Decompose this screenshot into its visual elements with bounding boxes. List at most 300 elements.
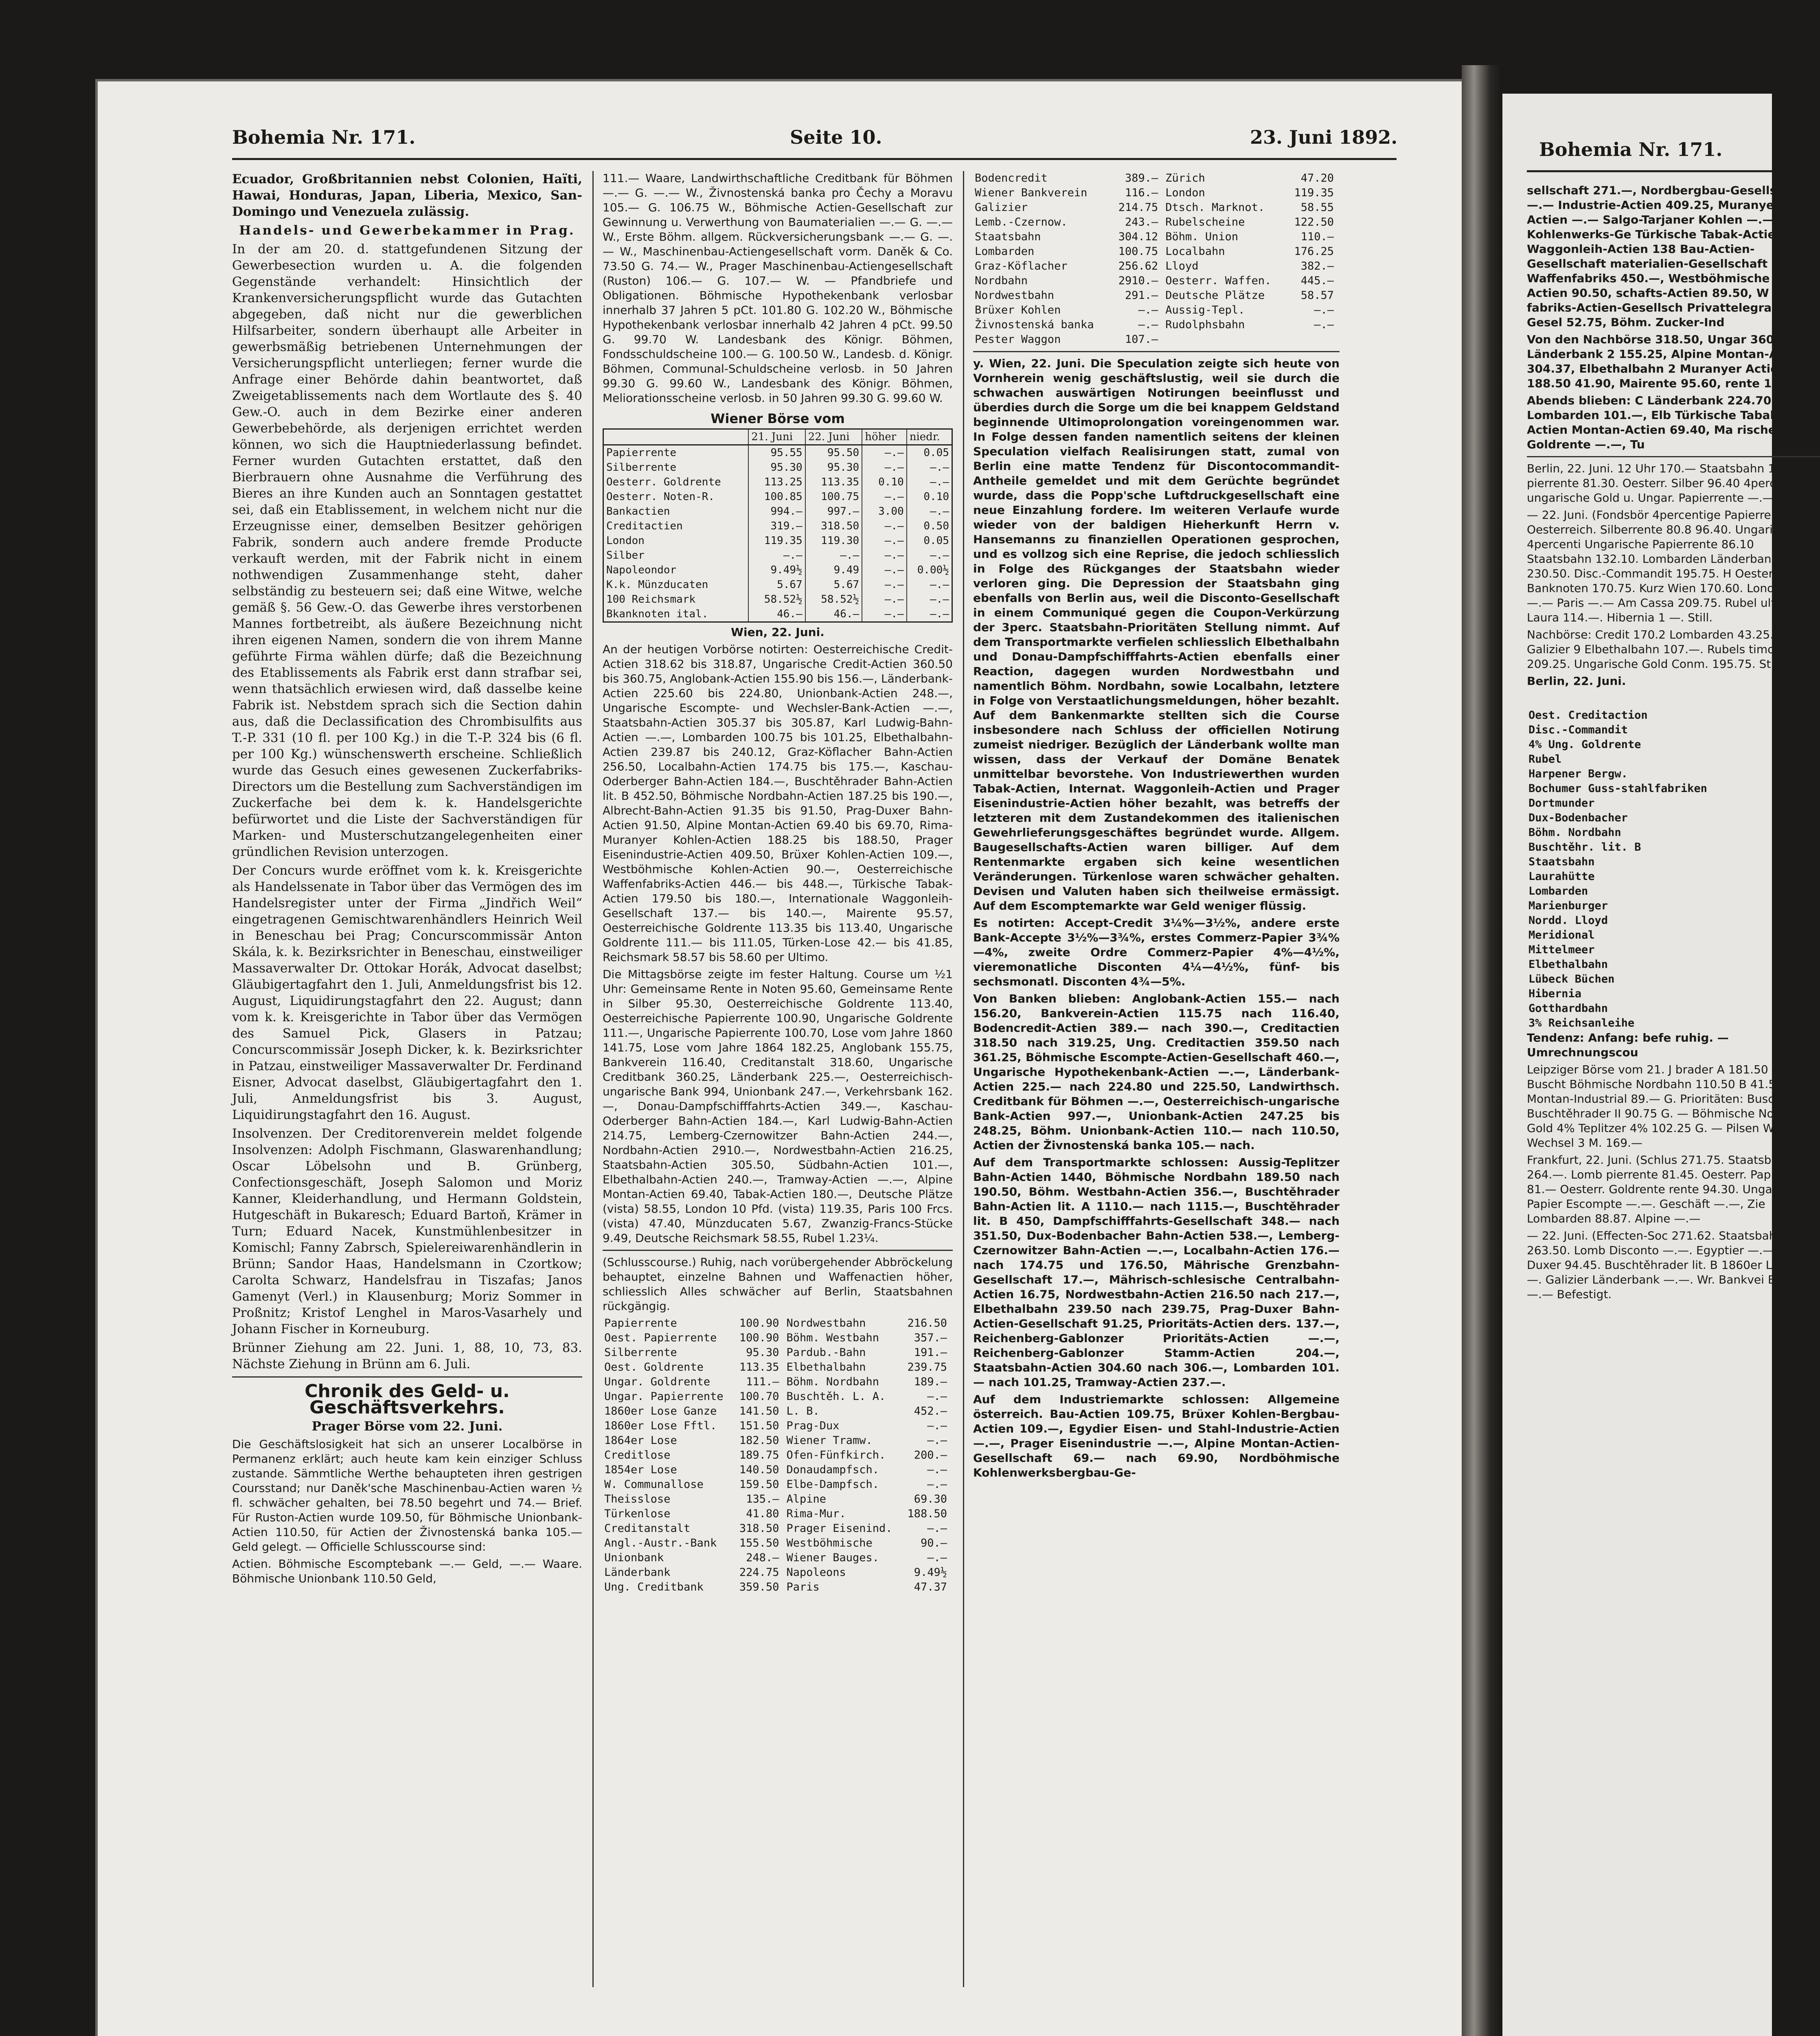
quote-value: 100.90 — [739, 1332, 779, 1344]
quote-value: 389.— — [1125, 172, 1158, 184]
col1-p3: Der Concurs wurde eröffnet vom k. k. Kreisgerichte als Handelssenate in Tabor über das Vermögen des im Handelsregister unter der Firma „Jindřich Weil“ eingetragenen Gemischtwarenhändlers Heinrich Weil in Beneschau bei Prag; Concurscommissär Anton Skála, k. k. Bezirksrichter in Beneschau, einstweiliger Massaverwalter Dr. Ottokar Horák, Advocat daselbst; Gläubigertagfahrt den 1. Juli, Anmeldungsfrist bis 12. August, Liquidirungstagfahrt den 22. August; dann vom k. k. Kreisgerichte in Tabor über das Vermögen des Samuel Pick, Glasers in Patzau; Concurscommissär Joseph Dicker, k. k. Bezirksrichter in Patzau, einstweiliger Massaverwalter Dr. Ferdinand Eisner, Advocat daselbst, Gläubigertagfahrt den 1. Juli, Anmeldungsfrist bis 3. August, Liquidirungstagfahrt den 16. August. — [232, 863, 582, 1122]
bourse-cell: 0.10 — [907, 489, 952, 504]
berlin-row — [1527, 899, 1820, 913]
berlin-name: Böhm. Nordbahn — [1528, 826, 1621, 839]
berlin-value: —.— — [1798, 973, 1818, 985]
berlin-row — [1527, 1001, 1820, 1016]
bourse-col-header: 22. Juni — [805, 429, 862, 445]
bourse-row — [603, 607, 952, 622]
berlin-value: 210.— — [1785, 753, 1818, 766]
bourse-row — [603, 592, 952, 607]
quote-name: Papierrente — [604, 1317, 677, 1330]
quote-row — [603, 1375, 953, 1389]
col1-p7: Actien. Böhmische Escomptebank —.— Geld, —.— Waare. Böhmische Unionbank 110.50 Geld, — [232, 1557, 582, 1585]
quote-value: 47.37 — [914, 1581, 947, 1593]
col3-rule — [973, 351, 1340, 352]
bourse-row — [603, 563, 952, 577]
quote-row — [603, 1551, 953, 1565]
quote-name: Pardub.-Bahn — [786, 1346, 866, 1359]
quote-name: Elbe-Dampfsch. — [786, 1478, 879, 1491]
berlin-name: 4% Ung. Goldrente — [1528, 738, 1641, 751]
quote-name: Unionbank — [604, 1551, 664, 1564]
col3-p3: Von Banken blieben: Anglobank-Actien 155.— nach 156.20, Bankverein-Actien 115.75 nach 116.40, Bodencredit-Actien 389.— nach 390.—, Creditactien 318.50 nach 319.25, Ung. Creditactien 359.50 nach 361.25, Böhmische Escompte-Actien-Gesellschaft 460.—, Ungarische Hypothekenbank-Actien —.—, Länderbank-Actien 225.— nach 224.80 und 225.50, Landwirthsch. Creditbank für Böhmen —.—, Oesterreichisch-ungarische Bank-Actien 997.—, Unionbank-Actien 247.25 bis 248.25, Böhm. Unionbank-Actien 110.— nach 110.50, Actien der Živnostenská banka 105.— nach. — [973, 992, 1340, 1152]
berlin-name: Rubel — [1528, 753, 1562, 766]
berlin-value: —.— — [1798, 943, 1818, 956]
berlin-name: Mittelmeer — [1528, 943, 1595, 956]
berlin-row — [1527, 737, 1820, 752]
bourse-row-label: Creditactien — [603, 519, 749, 533]
berlin-name: Dortmunder — [1528, 797, 1595, 810]
quote-value: 100.70 — [739, 1390, 779, 1403]
quote-value: 318.50 — [739, 1522, 779, 1535]
berlin-value: 193.20 — [1778, 841, 1818, 853]
berlin-name: Lübeck Büchen — [1528, 973, 1615, 985]
quote-value: —.— — [927, 1419, 947, 1432]
col3-p1: y. Wien, 22. Juni. Die Speculation zeigte sich heute von Vornherein wenig geschäftslustig, weil sie durch die schwachen auswärtigen Notirungen beeinflusst und überdies durch die Sorge um die bei knappem Geldstand beginnende Ultimoprolongation voreingenommen war. In Folge dessen fanden namentlich seitens der kleinen Speculation vielfach Realisirungen statt, zumal von Berlin eine matte Tendenz für Discontocommandit-Antheile gemeldet und mit dem Gerüchte begründet wurde, dass die Popp'sche Luftdruckgesellschaft eine neue Einzahlung fordere. Im weiteren Verlaufe wurde wieder von der baldigen Hieherkunft Herrn v. Hansemanns zu finanziellen Operationen gesprochen, und es vollzog sich eine Reprise, die jedoch schliesslich in Folge des Rückganges der Staatsbahn wieder verloren ging. Die Depression der Staatsbahn ging ebenfalls von Berlin aus, weil die Disconto-Gesellschaft in einem Communiqué gegen die Coupon-Verkürzung der 3perc. Staatsbahn-Prioritäten Stellung nimmt. Auf dem Transportmarkte verfielen schliesslich Elbethalbahn und Donau-Dampfschifffahrts-Actien ebenfalls einer Reaction, dagegen wurden Nordwestbahn und namentlich Böhm. Nordbahn, sowie Localbahn, letztere in Folge von Verstaatlichungsmeldungen, höher bezahlt. Auf dem Bankenmarkte stellten sich die Course insbesondere nach Schluss der officiellen Notirung zumeist niedriger. Bezüglich der Länderbank wollte man wissen, dass der Verkauf der Domäne Benatek unmittelbar bevorstehe. Von Industriewerthen wurden Tabak-Actien, Internat. Waggonleih-Actien und Prager Eisenindustrie-Actien höher bezahlt, was betreffs der letzteren mit dem Zustandekommen des italienischen Gewehrlieferungsgeschäftes begründet wurde. Allgem. Baugesellschafts-Actien waren billiger. Auf dem Rentenmarkte ergaben sich keine wesentlichen Veränderungen. Türkenlose waren schwächer gehalten. Devisen und Valuten haben sich theilweise ermässigt. Auf dem Escomptemarkte war Geld weniger flüssig. — [973, 357, 1340, 913]
quote-value: —.— — [927, 1390, 947, 1403]
quote-row — [603, 1492, 953, 1507]
berlin-row — [1527, 913, 1820, 928]
bourse-cell: —.— — [748, 548, 805, 563]
quote-value: 47.20 — [1300, 172, 1334, 184]
quote-row — [603, 1448, 953, 1463]
quote-name: Donaudampfsch. — [786, 1463, 879, 1476]
quote-name: Prag-Dux — [786, 1419, 840, 1432]
bourse-cell: 0.10 — [862, 475, 907, 489]
bourse-cell: —.— — [907, 607, 952, 622]
header-rule — [232, 158, 1397, 160]
berlin-value: —.— — [1798, 738, 1818, 751]
bourse-cell: —.— — [907, 592, 952, 607]
quote-value: 176.25 — [1294, 245, 1334, 258]
berlin-row — [1527, 781, 1820, 796]
wiener-boerse-table — [603, 428, 953, 623]
bourse-row-label: Oesterr. Goldrente — [603, 475, 749, 489]
quote-name: Ung. Creditbank — [604, 1581, 704, 1593]
quote-name: Böhm. Westbahn — [786, 1332, 879, 1344]
quote-name: Brüxer Kohlen — [975, 304, 1061, 316]
bourse-cell: 9.49½ — [748, 563, 805, 577]
quote-value: 188.50 — [907, 1507, 947, 1520]
bourse-cell: 58.52½ — [748, 592, 805, 607]
bourse-cell: 46.— — [805, 607, 862, 622]
berlin-name: Staatsbahn — [1528, 856, 1595, 868]
quote-name: Ungar. Papierrente — [604, 1390, 724, 1403]
quote-value: 452.— — [914, 1405, 947, 1417]
quote-row — [973, 318, 1340, 332]
berlin-name: Marienburger — [1528, 900, 1608, 912]
quote-row — [973, 303, 1340, 318]
col1-p5: Brünner Ziehung am 22. Juni. 1, 88, 10, 73, 83. Nächste Ziehung in Brünn am 6. Juli. — [232, 1341, 582, 1371]
column-3 — [973, 171, 1340, 1987]
berlin-value: —.— — [1798, 987, 1818, 1000]
col4-p2: Von den Nachbörse 318.50, Ungar 360.25, Länderbank 2 155.25, Alpine Montan-A 304.37, Elbethalbahn 2 Muranyer Actien 188.50 41.90, Mairente 95.60, rente 111.—. — [1527, 333, 1808, 390]
quote-value: 189.75 — [739, 1449, 779, 1461]
quote-value: —.— — [1138, 318, 1158, 331]
quote-name: 1864er Lose — [604, 1434, 677, 1447]
col4-p6: Nachbörse: Credit 170.2 Lombarden 43.25. Galizier 9 Elbethalbahn 107.—. Rubels timo 209.25. Ungarische Gold Conm. 195.75. Still. — [1527, 628, 1784, 671]
bourse-cell: —.— — [907, 504, 952, 519]
bourse-row-label: Silber — [603, 548, 749, 563]
bourse-cell: 46.— — [748, 607, 805, 622]
quote-name: Pester Waggon — [975, 333, 1061, 346]
quote-name: Buschtěh. L. A. — [786, 1390, 886, 1403]
facing-page — [1502, 94, 1820, 2036]
bourse-row — [603, 475, 952, 489]
quote-name: Dtsch. Marknot. — [1165, 201, 1265, 214]
bourse-cell: 3.00 — [862, 504, 907, 519]
col1-heading-kammer: Handels- und Gewerbekammer in Prag. — [239, 223, 575, 238]
bourse-row — [603, 548, 952, 563]
berlin-name: Disc.-Commandit — [1528, 724, 1628, 736]
quote-name: Staatsbahn — [975, 230, 1041, 243]
quote-name: Rubelscheine — [1165, 216, 1245, 228]
bourse-cell: 318.50 — [805, 519, 862, 533]
berlin-value: —.— — [1798, 856, 1818, 868]
quote-name: Theisslose — [604, 1493, 671, 1505]
facing-masthead: Bohemia Nr. 171. — [1539, 138, 1723, 160]
bourse-cell: 113.35 — [805, 475, 862, 489]
bourse-cell: —.— — [907, 577, 952, 592]
bourse-row-label: Silberrente — [603, 460, 749, 475]
berlin-value: 133.80 — [1778, 782, 1818, 795]
quote-name: Alpine — [786, 1493, 827, 1505]
quote-value: 107.— — [1125, 333, 1158, 346]
quote-name: Deutsche Plätze — [1165, 289, 1265, 302]
berlin-row — [1527, 767, 1820, 781]
quote-value: 119.35 — [1294, 186, 1334, 199]
quote-value: —.— — [1314, 318, 1334, 331]
quote-row — [603, 1521, 953, 1536]
berlin-name: Lombarden — [1528, 885, 1588, 897]
bourse-row-label: Bkanknoten ital. — [603, 607, 749, 622]
berlin-name: Gotthardbahn — [1528, 1002, 1608, 1015]
quote-value: 159.50 — [739, 1478, 779, 1491]
bourse-cell: 5.67 — [805, 577, 862, 592]
quote-name: Napoleons — [786, 1566, 846, 1579]
quote-row — [603, 1433, 953, 1448]
quote-value: 95.30 — [746, 1346, 779, 1359]
quote-name: L. B. — [786, 1405, 820, 1417]
col1-p2: In der am 20. d. stattgefundenen Sitzung der Gewerbesection wurden u. A. die folgenden Gegenstände verhandelt: Hinsichtlich der Krankenversicherungspflicht wurde das Gutachten abgegeben, daß nicht nur die gewerblichen Hilfsarbeiter, sondern überhaupt alle Arbeiter in gewerbsmäßig betriebenen Unternehmungen der Versicherungspflicht unterliegen; ferner wurde die Anfrage einer Behörde dahin beantwortet, daß Zweigetablissements nach dem Wortlaute des §. 40 Gew.-O. auch in dem Bezirke einer anderen Gewerbebehörde, als derjenigen errichtet werden können, wo sich die Hauptniederlassung befindet. Ferner wurden Gutachten erstattet, daß den Bierbrauern ohne Ausnahme die Verführung des Bieres an ihre Kunden auch an Sonntagen gestattet sei, daß ein Etablissement, in welchem nicht nur die Erzeugnisse einer, demselben Besitzer gehörigen Fabrik, sondern auch andere fremde Producte verkauft werden, mit der Fabrik nicht in einem nothwendigen Zusammenhange steht, daher selbständig zu besteuern sei; daß eine Witwe, welche gemäß §. 56 Gew.-O. das Gewerbe ihres verstorbenen Mannes fortbetreibt, als äußere Bezeichnung nicht ihren eigenen Namen, sondern die von ihrem Manne geführte Firma wählen dürfe; daß die Bezeichnung des Etablissements als Fabrik erst dann strafbar sei, wenn thatsächlich erwiesen wird, daß dasselbe keine Fabrik ist. Nebstdem sprach sich die Section dahin aus, daß die Declassification des Chrombisulfits aus T.-P. 331 (10 fl. per 100 Kg.) in die T.-P. 324 bis (6 fl. per 100 Kg.) wünschenswerth erscheine. Schließlich wurde das Gesuch eines gewesenen Zuckerfabriks-Directors um die Bestellung zum Sachverständigen im Zuckerfache bei dem k. k. Handelsgerichte befürwortet und die Liste der Sachverständigen für Marken- und Musterschutzangelegenheiten einer gründlichen Revision unterzogen. — [232, 242, 582, 859]
col1-p6: Die Geschäftslosigkeit hat sich an unserer Localbörse in Permanenz erklärt; auch heute kam kein einziger Schluss zustande. Sämmtliche Werthe behaupteten ihren gestrigen Coursstand; nur Daněk'sche Maschinenbau-Actien waren ½ fl. schwächer gehalten, bei 78.50 begehrt und 74.— Brief. Für Ruston-Actien wurde 109.50, für Böhmische Unionbank-Actien 110.50, für Actien der Živnostenská banka 105.— Geld gelegt. — Officielle Schlusscourse sind: — [232, 1437, 582, 1553]
quote-name: 1854er Lose — [604, 1463, 677, 1476]
quote-value: 9.49½ — [914, 1566, 947, 1579]
quote-value: 110.— — [1300, 230, 1334, 243]
bourse-col-header — [603, 429, 749, 445]
bourse-cell: 0.05 — [907, 445, 952, 461]
quote-value: 90.— — [920, 1537, 947, 1549]
col4-p4: Berlin, 22. Juni. 12 Uhr 170.— Staatsbahn 132.75. pierrente 81.30. Oesterr. Silber 96.40 4perc. ungarische Gold u. Ungar. Papierrente —.—, — [1527, 462, 1812, 505]
col4-p9: Frankfurt, 22. Juni. (Schlus 271.75. Staatsbahn 264.—. Lomb pierrente 81.45. Oesterr. Papie rente 81.— Oesterr. Goldrente rente 94.30. Ungarische Papier Escompte —.—. Geschäft —.—, Zie Lombarden 88.87. Alpine —.— — [1527, 1153, 1815, 1225]
quote-name: Creditanstalt — [604, 1522, 691, 1535]
quote-value: 304.12 — [1118, 230, 1158, 243]
quote-value: 357.— — [914, 1332, 947, 1344]
berlin-name: Hibernia — [1528, 987, 1582, 1000]
quote-value: 256.62 — [1118, 260, 1158, 272]
quote-name: Nordbahn — [975, 274, 1028, 287]
berlin-row — [1527, 840, 1820, 855]
quote-name: Böhm. Nordbahn — [786, 1376, 879, 1388]
quote-row — [973, 259, 1340, 274]
quote-name: 1860er Lose Fftl. — [604, 1419, 717, 1432]
bourse-cell: 5.67 — [748, 577, 805, 592]
masthead-left: Bohemia Nr. 171. — [232, 126, 416, 148]
quote-value: —.— — [927, 1478, 947, 1491]
berlin-value: 110.40 — [1778, 914, 1818, 927]
bourse-cell: —.— — [862, 533, 907, 548]
quote-row — [973, 288, 1340, 303]
quote-name: Oest. Goldrente — [604, 1361, 704, 1373]
bourse-cell: —.— — [907, 460, 952, 475]
berlin-name: Laurahütte — [1528, 870, 1595, 883]
quote-row — [603, 1536, 953, 1551]
berlin-anfang: Anfang — [1774, 691, 1820, 705]
quote-value: 58.55 — [1300, 201, 1334, 214]
bourse-cell: —.— — [862, 489, 907, 504]
bourse-row-label: London — [603, 533, 749, 548]
quote-row — [973, 230, 1340, 244]
bourse-cell: 100.85 — [748, 489, 805, 504]
quote-name: 1860er Lose Ganze — [604, 1405, 717, 1417]
quote-value: 58.57 — [1300, 289, 1334, 302]
berlin-row — [1527, 884, 1820, 899]
bourse-cell: —.— — [862, 460, 907, 475]
col3-p4: Auf dem Transportmarkte schlossen: Aussig-Teplitzer Bahn-Actien 1440, Böhmische Nordbahn 189.50 nach 190.50, Böhm. Westbahn-Actien 356.—, Buschtěhrader Bahn-Actien lit. A 1110.— nach 1115.—, Buschtěhrader lit. B 450, Dampfschifffahrts-Gesellschaft 348.— nach 351.50, Dux-Bodenbacher Bahn-Actien 538.—, Lemberg-Czernowitzer Bahn-Actien —.—, Localbahn-Actien 176.— nach 174.75 und 176.50, Mährische Grenzbahn-Gesellschaft 17.—, Mährisch-schlesische Centralbahn-Actien 16.75, Nordwestbahn-Actien 216.50 nach 217.—, Elbethalbahn 239.50 nach 239.75, Prag-Duxer Bahn-Actien-Gesellschaft 91.25, Prioritäts-Actien ders. 137.—, Reichenberg-Gablonzer Prioritäts-Actien —.—, Reichenberg-Gablonzer Stamm-Actien 204.—, Staatsbahn-Actien 304.60 nach 306.—, Lombarden 101.— nach 101.25, Tramway-Actien 237.—. — [973, 1156, 1340, 1389]
quote-name: W. Communallose — [604, 1478, 704, 1491]
quote-name: Paris — [786, 1581, 820, 1593]
quote-name: Bodencredit — [975, 172, 1048, 184]
quote-value: 291.— — [1125, 289, 1158, 302]
berlin-row — [1527, 957, 1820, 972]
col4-p5: — 22. Juni. (Fondsbör 4percentige Papierrente —.— Oesterreich. Silberrente 80.8 96.40. Ungarische 4percenti Ungarische Papierrente 86.10 Staatsbahn 132.10. Lombarden Länderbank 230.50. Disc.-Commandit 195.75. H Oesterr. Banknoten 170.75. Kurz Wien 170.60. London lang —.— Paris —.— Am Cassa 209.75. Rubel ult. 209 Laura 114.—. Hibernia 1 —. Still. — [1527, 508, 1820, 624]
quote-row — [973, 200, 1340, 215]
quote-name: Nordwestbahn — [975, 289, 1055, 302]
col2-p3: Die Mittagsbörse zeigte im fester Haltung. Course um ½1 Uhr: Gemeinsame Rente in Noten 95.60, Gemeinsame Rente in Silber 95.30, Oesterreichische Goldrente 113.40, Oesterreichische Papierrente 100.90, Ungarische Goldrente 111.—, Ungarische Papierrente 100.70, Lose vom Jahre 1860 141.75, Lose vom Jahre 1864 182.25, Anglobank 155.75, Bankverein 116.40, Creditanstalt 318.60, Ungarische Creditbank 360.25, Länderbank 225.—, Oesterreichisch-ungarische Bank 994, Unionbank 247.—, Verkehrsbank 162.—, Donau-Dampfschifffahrts-Actien 349.—, Kaschau-Oderberger Bahn-Actien 184.—, Karl Ludwig-Bahn-Actien 214.75, Lemberg-Czernowitzer Bahn-Actien 244.—, Nordbahn-Actien 2910.—, Nordwestbahn-Actien 216.25, Staatsbahn-Actien 305.50, Südbahn-Actien 101.—, Elbethalbahn-Actien 240.—, Tramway-Actien —.—, Alpine Montan-Actien 69.40, Tabak-Actien 180.—, Deutsche Plätze (vista) 58.55, London 10 Pfd. (vista) 119.35, Paris 100 Frcs. (vista) 47.40, Münzducaten 5.67, Zwanzig-Francs-Stücke 9.49, Deutsche Reichsmark 58.55, Rubel 1.23¼. — [603, 968, 953, 1245]
bourse-cell: —.— — [862, 445, 907, 461]
col1-rule — [232, 1376, 582, 1378]
berlin-value: —.— — [1798, 797, 1818, 810]
quote-row — [603, 1580, 953, 1595]
bourse-row-label: K.k. Münzducaten — [603, 577, 749, 592]
quote-name: Oesterr. Waffen. — [1165, 274, 1272, 287]
col1-p4: Insolvenzen. Der Creditorenverein meldet folgende Insolvenzen: Adolph Fischmann, Glaswarenhandlung; Oscar Löbelsohn und B. Grünberg, Confectionsgeschäft, Joseph Salomon und Moriz Kanner, Kleiderhandlung, und Hermann Goldstein, Hutgeschäft in Bukaresch; Eduard Bartoň, Krämer in Turn; Eduard Nacek, Kunstmühlenbesitzer in Komischl; Fanny Zabrsch, Spielereiwarenhändlerin in Brünn; Sandor Haas, Handelsmann in Czortkow; Carolta Schwarz, Handelsfrau in Tiszafas; Janos Gamenyt (Verl.) in Klausenburg; Moriz Sommer in Proßnitz; Kristof Lenghel in Maros-Vasarhely und Johann Fischer in Korneuburg. — [232, 1126, 582, 1336]
quote-value: 214.75 — [1118, 201, 1158, 214]
quote-row — [973, 332, 1340, 347]
bourse-cell: 58.52½ — [805, 592, 862, 607]
quote-value: 182.50 — [739, 1434, 779, 1447]
newspaper-page — [98, 81, 1462, 2036]
berlin-row — [1527, 1016, 1820, 1031]
berlin-name: Meridional — [1528, 929, 1595, 941]
column-2 — [603, 171, 953, 1987]
quote-name: Graz-Köflacher — [975, 260, 1068, 272]
berlin-row — [1527, 943, 1820, 957]
quote-value: 113.35 — [739, 1361, 779, 1373]
quote-name: Ungar. Goldrente — [604, 1376, 710, 1388]
col2-rule — [603, 1250, 953, 1251]
quote-name: Böhm. Union — [1165, 230, 1239, 243]
bourse-row — [603, 445, 952, 461]
col4-rule-1 — [1527, 456, 1820, 457]
berlin-value: 149.10 — [1778, 768, 1818, 780]
quote-name: Wiener Bauges. — [786, 1551, 879, 1564]
col4-p7: Tendenz: Anfang: befe ruhig. — Umrechnungscou — [1527, 1031, 1729, 1059]
col3-p5: Auf dem Industriemarkte schlossen: Allgemeine österreich. Bau-Actien 109.75, Brüxer Kohlen-Bergbau-Actien 109.—, Egydier Eisen- und Stahl-Industrie-Actien —.—, Prager Eisenindustrie —.—, Alpine Montan-Actien-Gesellschaft 69.— nach 69.90, Nordböhmische Kohlenwerksbergbau-Ge- — [973, 1393, 1340, 1479]
bourse-cell: —.— — [862, 592, 907, 607]
quote-row — [973, 186, 1340, 200]
quote-value: 140.50 — [739, 1463, 779, 1476]
bourse-cell: —.— — [805, 548, 862, 563]
quote-name: Galizier — [975, 201, 1028, 214]
quote-value: 382.— — [1300, 260, 1334, 272]
berlin-row — [1527, 796, 1820, 811]
quote-row — [973, 274, 1340, 288]
quote-name: Wiener Tramw. — [786, 1434, 873, 1447]
quote-name — [1164, 332, 1287, 347]
bourse-row-label: Papierrente — [603, 445, 749, 461]
quote-name: Wiener Bankverein — [975, 186, 1088, 199]
bourse-row — [603, 577, 952, 592]
col2-p4: (Schlusscourse.) Ruhig, nach vorübergehender Abbröckelung behauptet, einzelne Bahnen und Waffenactien höher, schliesslich Alles schwächer auf Berlin, Staatsbahnen rückgängig. — [603, 1255, 953, 1313]
bourse-cell: 0.05 — [907, 533, 952, 548]
quote-row — [603, 1360, 953, 1375]
quote-value: 100.90 — [739, 1317, 779, 1330]
quote-value: 111.— — [746, 1376, 779, 1388]
quote-name: Zürich — [1165, 172, 1205, 184]
berlin-row — [1527, 708, 1820, 723]
bourse-cell: 100.75 — [805, 489, 862, 504]
berlin-value: 43.40 — [1785, 885, 1818, 897]
chronik-subtitle: Prager Börse vom 22. Juni. — [311, 1419, 503, 1434]
quote-name: Lemb.-Czernow. — [975, 216, 1068, 228]
bourse-col-header: höher — [862, 429, 907, 445]
bourse-row — [603, 504, 952, 519]
col3-quotes-table — [973, 171, 1340, 347]
berlin-row — [1527, 987, 1820, 1001]
col4-p10: — 22. Juni. (Effecten-Soc 271.62. Staatsbahn 263.50. Lomb Disconto —.—. Egyptier —.— Prag-Duxer 94.45. Buschtěhrader lit. B 1860er Lose —.—. Galizier Länderbank —.—. Wr. Bankvei Elbethal —.— Befestigt. — [1527, 1229, 1814, 1301]
berlin-row — [1527, 972, 1820, 987]
bourse-cell: 113.25 — [748, 475, 805, 489]
berlin-value: —.— — [1798, 900, 1818, 912]
bourse-cell: —.— — [862, 548, 907, 563]
bourse-cell: 997.— — [805, 504, 862, 519]
bourse-row — [603, 519, 952, 533]
quote-value: 191.— — [914, 1346, 947, 1359]
quote-name: Creditlose — [604, 1449, 671, 1461]
bourse-cell: 95.30 — [748, 460, 805, 475]
berlin-name: Oest. Creditaction — [1528, 709, 1648, 722]
bourse-cell: 95.30 — [805, 460, 862, 475]
quote-row — [973, 171, 1340, 186]
quote-value: 122.50 — [1294, 216, 1334, 228]
berlin-value: —.— — [1798, 870, 1818, 883]
quote-name: Aussig-Tepl. — [1165, 304, 1245, 316]
col4-p3: Abends blieben: C Länderbank 224.70, E Lombarden 101.—, Elb Türkische Tabak-Actien Montan-Actien 69.40, Ma rische Goldrente —.—, Tu — [1527, 394, 1787, 451]
quote-value: 135.— — [746, 1493, 779, 1505]
quote-name: Oest. Papierrente — [604, 1332, 717, 1344]
bourse-cell: —.— — [862, 563, 907, 577]
quote-name: Nordwestbahn — [786, 1317, 866, 1330]
column-divider-1 — [592, 171, 594, 1987]
quote-row — [603, 1507, 953, 1521]
berlin-value: 170.— — [1785, 709, 1818, 722]
bourse-row — [603, 533, 952, 548]
quote-row — [603, 1331, 953, 1345]
quote-name: Živnostenská banka — [975, 318, 1094, 331]
bourse-row-label: Bankactien — [603, 504, 749, 519]
chronik-title: Chronik des Geld- u. Geschäftsverkehrs. — [305, 1381, 510, 1418]
bourse-cell: 319.— — [748, 519, 805, 533]
quote-name: Elbethalbahn — [786, 1361, 866, 1373]
berlin-value: 195.80 — [1778, 724, 1818, 736]
quote-name: Ofen-Fünfkirch. — [786, 1449, 886, 1461]
berlin-row — [1527, 811, 1820, 825]
quote-value: 224.75 — [739, 1566, 779, 1579]
quote-value: 151.50 — [739, 1419, 779, 1432]
berlin-title: Berlin, 22. Juni. — [1527, 674, 1626, 688]
quote-name: Lombarden — [975, 245, 1035, 258]
bourse-cell: 95.50 — [805, 445, 862, 461]
quote-value: 100.75 — [1118, 245, 1158, 258]
quote-value: —.— — [1138, 304, 1158, 316]
col3-p2: Es notirten: Accept-Credit 3¼%—3½%, andere erste Bank-Accepte 3½%—3¾%, erstes Commerz-Papier 3¾%—4%, zweite Ordre Commerz-Papier 4%—4½%, vieremonatliche Disconten 4¼—4½%, fünf- bis sechsmonatl. Disconten 4¾—5%. — [973, 916, 1340, 988]
quote-name: London — [1165, 186, 1205, 199]
facing-column — [1527, 183, 1820, 2016]
quote-value — [1287, 332, 1340, 347]
quote-value: 141.50 — [739, 1405, 779, 1417]
quote-row — [973, 215, 1340, 230]
quote-value: 189.— — [914, 1376, 947, 1388]
col2-p1: 111.— Waare, Landwirthschaftliche Creditbank für Böhmen —.— G. —.— W., Živnostenská banka pro Čechy a Moravu 105.— G. 106.75 W., Böhmische Actien-Gesellschaft zur Gewinnung u. Verwerthung von Baumaterialien —.— G. —.— W., Erste Böhm. allgem. Rückversicherungsbank —.— G. —.— W., Maschinenbau-Actiengesellschaft vorm. Daněk & Co. 73.50 G. 74.— W., Prager Maschinenbau-Actiengesellschaft (Ruston) 106.— G. 107.— W. — Pfandbriefe und Obligationen. Böhmische Hypothekenbank verlosbar innerhalb 37 Jahren 5 pCt. 101.80 G. 102.20 W., Böhmische Hypothekenbank verlosbar innerhalb 42 Jahren 4 pCt. 99.50 G. 99.70 W. Landesbank des Königr. Böhmen, Fondsschuldscheine 100.— G. 100.50 W., Landesb. d. Königr. Böhmen, Communal-Schuldscheine verlosb. in 50 Jahren 99.30 G. 99.60 W., Landesbank des Königr. Böhmen, Meliorationsscheine verlosb. in 50 Jahren 99.30 G. 99.60 W. — [603, 171, 953, 405]
quote-value: 69.30 — [914, 1493, 947, 1505]
berlin-name: Nordd. Lloyd — [1528, 914, 1608, 927]
quote-name: Rima-Mur. — [786, 1507, 846, 1520]
quote-row — [603, 1345, 953, 1360]
quote-value: —.— — [927, 1551, 947, 1564]
quote-value: —.— — [927, 1463, 947, 1476]
quote-row — [603, 1419, 953, 1433]
quote-value: 2910.— — [1118, 274, 1158, 287]
berlin-value: —.— — [1798, 929, 1818, 941]
quote-row — [603, 1404, 953, 1419]
quote-row — [603, 1316, 953, 1331]
col1-p1: Ecuador, Großbritannien nebst Colonien, Haïti, Hawai, Honduras, Japan, Liberia, Mexico, San-Domingo und Venezuela zulässig. — [232, 172, 582, 219]
bourse-cell: 0.50 — [907, 519, 952, 533]
col4-p1: sellschaft 271.—, Nordbergbau-Gesellschaft —.— Industrie-Actien 409.25, Muranyer Actien —.— Salgo-Tarjaner Kohlen —.— faller Kohlenwerks-Ge Türkische Tabak-Actie Waggonleih-Actien 138 Bau-Actien-Gesellschaft materialien-Gesellschaft rische Waffenfabriks 450.—, Westböhmische verein-Actien 90.50, schafts-Actien 89.50, W fabriks-Actien-Gesellsch Privattelegraphen-Gesel 52.75, Böhm. Zucker-Ind — [1527, 184, 1819, 329]
quote-row — [603, 1565, 953, 1580]
facing-header-rule — [1527, 170, 1772, 172]
berlin-value: —.— — [1798, 958, 1818, 971]
bourse-cell: —.— — [907, 548, 952, 563]
quote-value: 116.— — [1125, 186, 1158, 199]
berlin-row — [1527, 855, 1820, 869]
quote-name: Silberrente — [604, 1346, 677, 1359]
bourse-cell: 0.00½ — [907, 563, 952, 577]
bourse-row — [603, 489, 952, 504]
quote-name: Westböhmische — [786, 1537, 873, 1549]
berlin-value: —.— — [1798, 826, 1818, 839]
bourse-row-label: 100 Reichsmark — [603, 592, 749, 607]
quote-name: Prager Eisenind. — [786, 1522, 892, 1535]
page-number: Seite 10. — [790, 126, 882, 148]
quote-value: 41.80 — [746, 1507, 779, 1520]
quote-value: 359.50 — [739, 1581, 779, 1593]
bourse-cell: 9.49 — [805, 563, 862, 577]
quote-value: 155.50 — [739, 1537, 779, 1549]
berlin-name: Harpener Bergw. — [1528, 768, 1628, 780]
quote-name: Länderbank — [604, 1566, 671, 1579]
